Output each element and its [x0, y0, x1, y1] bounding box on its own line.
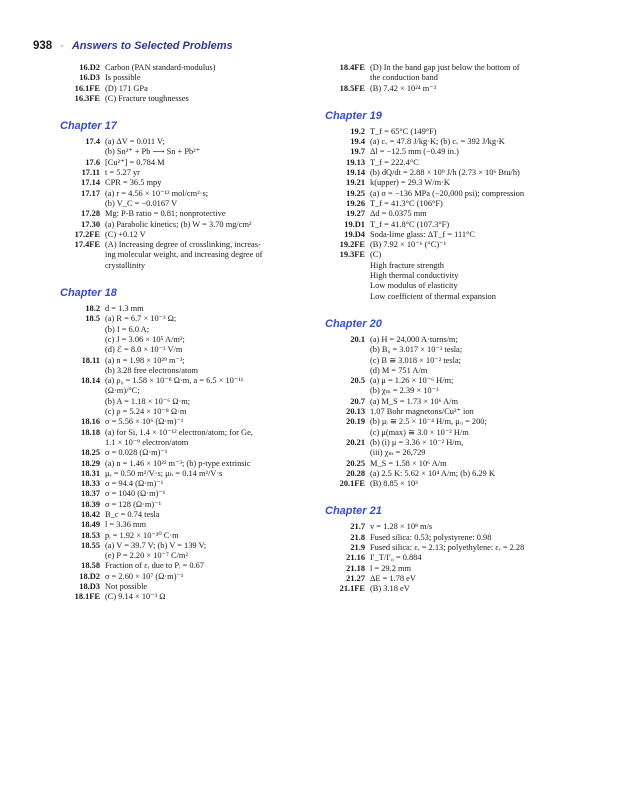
answer-text: ΔE = 1.78 eV — [370, 573, 416, 583]
answer-text: l = 29.2 mm — [370, 563, 412, 573]
problem-number: 18.1FE — [74, 592, 100, 602]
answer-text: (A) Increasing degree of crosslinking, increas- — [105, 240, 261, 250]
answer-text: k(upper) = 29.3 W/m·K — [370, 178, 450, 188]
problem-number: 17.4FE — [74, 240, 100, 250]
problem-number: 19.25 — [346, 188, 365, 198]
page-number: 938 — [33, 40, 53, 52]
problem-number: 18.37 — [81, 489, 100, 499]
answer-entry — [325, 230, 610, 240]
answer-text: σ = 5.56 × 10⁶ (Ω·m)⁻¹ — [105, 417, 184, 427]
problem-number: 20.19 — [346, 417, 365, 427]
problem-number: 18.14 — [81, 376, 100, 386]
problem-number: 20.5 — [350, 376, 365, 386]
answer-continuation — [60, 551, 310, 561]
answer-entry — [325, 469, 610, 479]
problem-number: 18.29 — [81, 458, 100, 468]
chapter-heading: Chapter 20 — [325, 317, 382, 330]
answer-text: (B) 3.18 eV — [370, 584, 410, 594]
problem-number: 17.11 — [81, 168, 100, 178]
problem-number: 19.2FE — [339, 240, 365, 250]
answer-entry — [60, 417, 310, 427]
answer-text: Soda-lime glass: ΔT_f = 111°C — [370, 229, 475, 239]
answer-continuation — [325, 448, 610, 458]
answer-text: Low modulus of elasticity — [370, 281, 458, 291]
answer-text: Carbon (PAN standard-modulus) — [105, 63, 216, 72]
answer-continuation — [60, 397, 310, 407]
answer-entry — [60, 572, 310, 582]
answer-entry — [60, 582, 310, 592]
answer-entry — [60, 469, 310, 479]
problem-number: 16.3FE — [74, 93, 100, 103]
answer-text: (e) P = 2.20 × 10⁻⁷ C/m² — [105, 551, 188, 561]
problem-number: 18.49 — [81, 520, 100, 530]
problem-number: 21.9 — [350, 542, 365, 552]
problem-number: 18.D2 — [79, 571, 100, 581]
problem-number: 18.5 — [85, 314, 100, 324]
answer-continuation — [60, 261, 310, 271]
answer-entry — [325, 335, 610, 345]
answer-text: (a) ρ₀ = 1.58 × 10⁻⁸ Ω·m, a = 6.5 × 10⁻¹¹ — [105, 376, 244, 386]
answer-text: the conduction band — [370, 73, 438, 83]
answer-continuation — [325, 428, 610, 438]
answer-entry — [60, 428, 310, 438]
answer-continuation — [325, 281, 610, 291]
answer-text: T_f = 41.8°C (107.3°F) — [370, 219, 450, 229]
answer-text: (a) R = 6.7 × 10⁻³ Ω; — [105, 314, 177, 324]
answer-text: σ = 0.028 (Ω·m)⁻¹ — [105, 448, 168, 458]
answer-text: (D) 171 GPa — [105, 83, 148, 93]
problem-number: 18.2 — [85, 304, 100, 314]
answer-entry — [325, 127, 610, 137]
problem-number: 18.25 — [81, 448, 100, 458]
answer-entry — [325, 438, 610, 448]
answer-entry — [325, 479, 610, 489]
answer-text: (iii) χₘ = 26,729 — [370, 448, 426, 458]
problem-number: 19.D4 — [344, 229, 365, 239]
problem-number: 21.7 — [350, 522, 365, 532]
problem-number: 17.14 — [81, 178, 100, 188]
answer-entry — [325, 220, 610, 230]
answer-text: (B) 7.42 × 10²⁴ m⁻³ — [370, 83, 437, 93]
answer-entry — [325, 459, 610, 469]
answer-entry — [325, 553, 610, 563]
problem-number: 17.17 — [81, 188, 100, 198]
answer-text: Fraction of εᵣ due to Pᵢ = 0.67 — [105, 561, 204, 571]
answer-text: (a) cᵥ = 47.8 J/kg·K; (b) cᵥ = 392 J/kg·K — [370, 137, 505, 147]
answer-continuation — [60, 386, 310, 396]
answer-text: (D) In the band gap just below the bottom of — [370, 63, 520, 72]
problem-number: 19.13 — [346, 157, 365, 167]
answer-entry — [60, 459, 310, 469]
problem-number: 19.7 — [350, 147, 365, 157]
answer-text: (c) ρ = 5.24 × 10⁻⁸ Ω·m — [105, 407, 187, 417]
answer-entry — [325, 417, 610, 427]
chapter-heading: Chapter 17 — [60, 120, 117, 133]
answer-text: μₑ = 0.50 m²/V·s; μₕ = 0.14 m²/V·s — [105, 468, 223, 478]
answer-text: T_f = 65°C (149°F) — [370, 126, 437, 136]
answer-entry — [325, 584, 610, 594]
answer-text: (b) A = 1.18 × 10⁻⁶ Ω·m; — [105, 396, 191, 406]
answer-text: (a) M_S = 1.73 × 10⁶ A/m — [370, 396, 458, 406]
answer-entry — [60, 541, 310, 551]
answer-text: High fracture strength — [370, 260, 444, 270]
answer-text: T_f = 41.3°C (106°F) — [370, 198, 443, 208]
problem-number: 18.33 — [81, 479, 100, 489]
answer-entry — [325, 543, 610, 553]
answer-entry — [60, 314, 310, 324]
header-separator: · — [60, 40, 64, 52]
problem-number: 18.31 — [81, 468, 100, 478]
answer-entry — [325, 407, 610, 417]
answer-entry — [60, 304, 310, 314]
answer-continuation — [325, 345, 610, 355]
answer-entry — [60, 158, 310, 168]
answer-entry — [325, 168, 610, 178]
answer-entry — [60, 63, 310, 73]
problem-number: 20.7 — [350, 396, 365, 406]
problem-number: 21.27 — [346, 573, 365, 583]
answer-text: [Cu²⁺] = 0.784 M — [105, 157, 165, 167]
answer-text: (C) — [370, 250, 382, 260]
answer-text: (a) r = 4.56 × 10⁻¹² mol/cm²·s; — [105, 188, 209, 198]
answer-entry — [325, 147, 610, 157]
answer-text: (a) ΔV = 0.011 V; — [105, 137, 165, 147]
answer-entry — [60, 376, 310, 386]
problem-number: 17.4 — [85, 137, 100, 147]
answer-text: (b) dQ/dt = 2.88 × 10⁹ J/h (2.73 × 10⁶ Btu/h) — [370, 168, 520, 178]
answer-text: (a) H = 24,000 A·turns/m; — [370, 334, 458, 344]
answer-entry — [60, 561, 310, 571]
answer-text: (a) n = 1.46 × 10²² m⁻³; (b) p-type extrinsic — [105, 458, 251, 468]
answer-entry — [60, 489, 310, 499]
problem-number: 20.13 — [346, 407, 365, 417]
problem-number: 20.21 — [346, 437, 365, 447]
answer-entry — [60, 356, 310, 366]
problem-number: 19.21 — [346, 178, 365, 188]
answer-entry — [60, 137, 310, 147]
answer-text: Δd = 0.0375 mm — [370, 209, 427, 219]
answer-text: (d) ℰ = 8.0 × 10⁻³ V/m — [105, 345, 183, 355]
problem-number: 21.16 — [346, 553, 365, 563]
answer-entry — [60, 209, 310, 219]
answer-entry — [325, 209, 610, 219]
answer-entry — [325, 158, 610, 168]
answer-entry — [325, 199, 610, 209]
answer-text: (B) 8.85 × 10³ — [370, 479, 418, 489]
answer-text: d = 1.3 mm — [105, 304, 144, 314]
answer-text: (c) μ(max) ≅ 3.0 × 10⁻² H/m — [370, 427, 469, 437]
answer-entry — [325, 137, 610, 147]
answer-text: (a) μ = 1.26 × 10⁻⁶ H/m; — [370, 376, 454, 386]
answer-text: B_c = 0.74 tesla — [105, 509, 160, 519]
problem-number: 17.6 — [85, 157, 100, 167]
answer-entry — [60, 448, 310, 458]
answer-entry — [60, 500, 310, 510]
answer-entry — [325, 376, 610, 386]
problem-number: 18.D3 — [79, 582, 100, 592]
problem-number: 17.30 — [81, 219, 100, 229]
page-header — [33, 36, 233, 56]
chapter-heading: Chapter 18 — [60, 287, 117, 300]
problem-number: 18.42 — [81, 509, 100, 519]
answer-entry — [325, 250, 610, 260]
answer-entry — [325, 189, 610, 199]
answer-text: v = 1.28 × 10⁸ m/s — [370, 522, 433, 532]
answer-entry — [60, 73, 310, 83]
problem-number: 16.1FE — [74, 83, 100, 93]
answer-text: Low coefficient of thermal expansion — [370, 291, 496, 301]
answer-text: (C) Fracture toughnesses — [105, 93, 189, 103]
problem-number: 21.8 — [350, 532, 365, 542]
right-column — [325, 63, 610, 594]
answer-text: (b) (i) μ = 3.36 × 10⁻² H/m, — [370, 437, 464, 447]
problem-number: 17.2FE — [74, 229, 100, 239]
answer-entry — [325, 240, 610, 250]
problem-number: 18.39 — [81, 499, 100, 509]
answer-entry — [60, 189, 310, 199]
answer-text: (b) Sn²⁺ + Pb ⟶ Sn + Pb²⁺ — [105, 147, 201, 157]
answer-text: σ = 128 (Ω·m)⁻¹ — [105, 499, 162, 509]
problem-number: 20.1 — [350, 334, 365, 344]
answer-entry — [325, 522, 610, 532]
answer-text: I′_T/I′₀ = 0.884 — [370, 553, 422, 563]
answer-text: T_f = 222.4°C — [370, 157, 419, 167]
answer-entry — [325, 178, 610, 188]
answer-entry — [325, 564, 610, 574]
answer-continuation — [60, 335, 310, 345]
problem-number: 19.D1 — [344, 219, 365, 229]
answer-continuation — [60, 345, 310, 355]
answer-continuation — [325, 386, 610, 396]
answer-continuation — [60, 438, 310, 448]
answer-continuation — [325, 73, 610, 83]
problem-number: 21.18 — [346, 563, 365, 573]
answer-text: Δl = −12.5 mm (−0.49 in.) — [370, 147, 459, 157]
answer-entry — [325, 533, 610, 543]
answer-text: (Ω·m)/°C; — [105, 386, 140, 396]
answer-text: (a) n = 1.98 × 10²⁹ m⁻³; — [105, 355, 185, 365]
answer-text: l = 3.36 mm — [105, 520, 147, 530]
answer-text: Mg: P-B ratio = 0.81; nonprotective — [105, 209, 226, 219]
answer-text: (c) J = 3.06 × 10⁵ A/m²; — [105, 334, 185, 344]
answer-text: Fused silica: 0.53; polystyrene: 0.98 — [370, 532, 492, 542]
answer-entry — [60, 220, 310, 230]
problem-number: 21.1FE — [339, 584, 365, 594]
answer-text: (a) for Si, 1.4 × 10⁻¹² electron/atom; for Ge, — [105, 427, 253, 437]
answer-text: (C) 9.14 × 10⁻³ Ω — [105, 592, 166, 602]
answer-entry — [60, 84, 310, 94]
problem-number: 16.D3 — [79, 73, 100, 83]
running-title: Answers to Selected Problems — [71, 40, 233, 52]
answer-entry — [60, 510, 310, 520]
answer-text: 1.1 × 10⁻⁹ electron/atom — [105, 437, 189, 447]
answer-continuation — [325, 261, 610, 271]
answer-continuation — [325, 292, 610, 302]
left-column — [60, 63, 310, 603]
answer-continuation — [325, 271, 610, 281]
answer-text: (b) I = 6.0 A; — [105, 324, 150, 334]
answer-text: (a) 2.5 K: 5.62 × 10⁴ A/m; (b) 6.29 K — [370, 468, 495, 478]
answer-text: 1.07 Bohr magnetons/Cu²⁺ ion — [370, 407, 474, 417]
answer-text: pᵢ = 1.92 × 10⁻³⁰ C·m — [105, 530, 179, 540]
answer-entry — [325, 397, 610, 407]
answer-continuation — [325, 366, 610, 376]
problem-number: 18.55 — [81, 540, 100, 550]
answer-text: σ = 2.60 × 10⁷ (Ω·m)⁻¹ — [105, 571, 184, 581]
problem-number: 20.25 — [346, 458, 365, 468]
answer-entry — [325, 84, 610, 94]
answer-text: (c) B ≅ 3.018 × 10⁻² tesla; — [370, 355, 462, 365]
answer-text: Not possible — [105, 582, 148, 592]
answer-text: (a) σ = −136 MPa (−20,000 psi); compression — [370, 188, 525, 198]
problem-number: 17.28 — [81, 209, 100, 219]
problem-number: 18.53 — [81, 530, 100, 540]
answer-entry — [60, 94, 310, 104]
problem-number: 18.58 — [81, 561, 100, 571]
answer-entry — [60, 592, 310, 602]
answer-entry — [325, 574, 610, 584]
problem-number: 16.D2 — [79, 63, 100, 72]
problem-number: 20.1FE — [339, 479, 365, 489]
problem-number: 19.4 — [350, 137, 365, 147]
answer-entry — [60, 178, 310, 188]
answer-text: (a) V = 39.7 V; (b) V = 139 V; — [105, 540, 207, 550]
answer-entry — [60, 520, 310, 530]
problem-number: 19.14 — [346, 168, 365, 178]
answer-text: High thermal conductivity — [370, 271, 459, 281]
answer-entry — [60, 168, 310, 178]
problem-number: 18.18 — [81, 427, 100, 437]
answer-text: t = 5.27 yr — [105, 168, 140, 178]
answer-text: (b) μᵢ ≅ 2.5 × 10⁻⁴ H/m, μᵣᵢ = 200; — [370, 417, 487, 427]
answer-text: Is possible — [105, 73, 141, 83]
problem-number: 19.26 — [346, 198, 365, 208]
answer-text: (b) B₀ = 3.017 × 10⁻² tesla; — [370, 345, 463, 355]
answer-text: (b) V_C = −0.0167 V — [105, 198, 178, 208]
answer-continuation — [60, 250, 310, 260]
problem-number: 19.3FE — [339, 250, 365, 260]
answer-text: ing molecular weight, and increasing degree of — [105, 250, 263, 260]
answer-text: (C) +0.12 V — [105, 229, 146, 239]
answer-entry — [60, 479, 310, 489]
problem-number: 20.28 — [346, 468, 365, 478]
answer-continuation — [60, 325, 310, 335]
answer-continuation — [325, 356, 610, 366]
answer-text: (B) 7.92 × 10⁻⁶ (°C)⁻¹ — [370, 240, 447, 250]
problem-number: 18.4FE — [339, 63, 365, 72]
chapter-heading: Chapter 19 — [325, 109, 382, 122]
answer-continuation — [60, 407, 310, 417]
answer-entry — [60, 531, 310, 541]
answer-text: (b) 3.28 free electrons/atom — [105, 365, 199, 375]
answer-text: Fused silica: εᵣ = 2.13; polyethylene: εᵣ = 2.28 — [370, 542, 525, 552]
answer-text: M_S = 1.58 × 10⁶ A/m — [370, 458, 447, 468]
answer-continuation — [60, 199, 310, 209]
problem-number: 19.2 — [350, 126, 365, 136]
problem-number: 19.27 — [346, 209, 365, 219]
problem-number: 18.16 — [81, 417, 100, 427]
answer-entry — [60, 230, 310, 240]
answer-continuation — [60, 366, 310, 376]
answer-continuation — [60, 147, 310, 157]
problem-number: 18.11 — [81, 355, 100, 365]
answer-entry — [60, 240, 310, 250]
answer-text: (b) χₘ = 2.39 × 10⁻³ — [370, 386, 439, 396]
answer-text: σ = 1040 (Ω·m)⁻¹ — [105, 489, 166, 499]
answer-text: σ = 94.4 (Ω·m)⁻¹ — [105, 479, 164, 489]
answer-text: crystallinity — [105, 260, 146, 270]
answer-text: (a) Parabolic kinetics; (b) W = 3.70 mg/cm² — [105, 219, 252, 229]
answer-text: CPR = 36.5 mpy — [105, 178, 162, 188]
chapter-heading: Chapter 21 — [325, 505, 382, 518]
problem-number: 18.5FE — [339, 83, 365, 93]
answer-entry — [325, 63, 610, 73]
answer-text: (d) M = 751 A/m — [370, 365, 428, 375]
